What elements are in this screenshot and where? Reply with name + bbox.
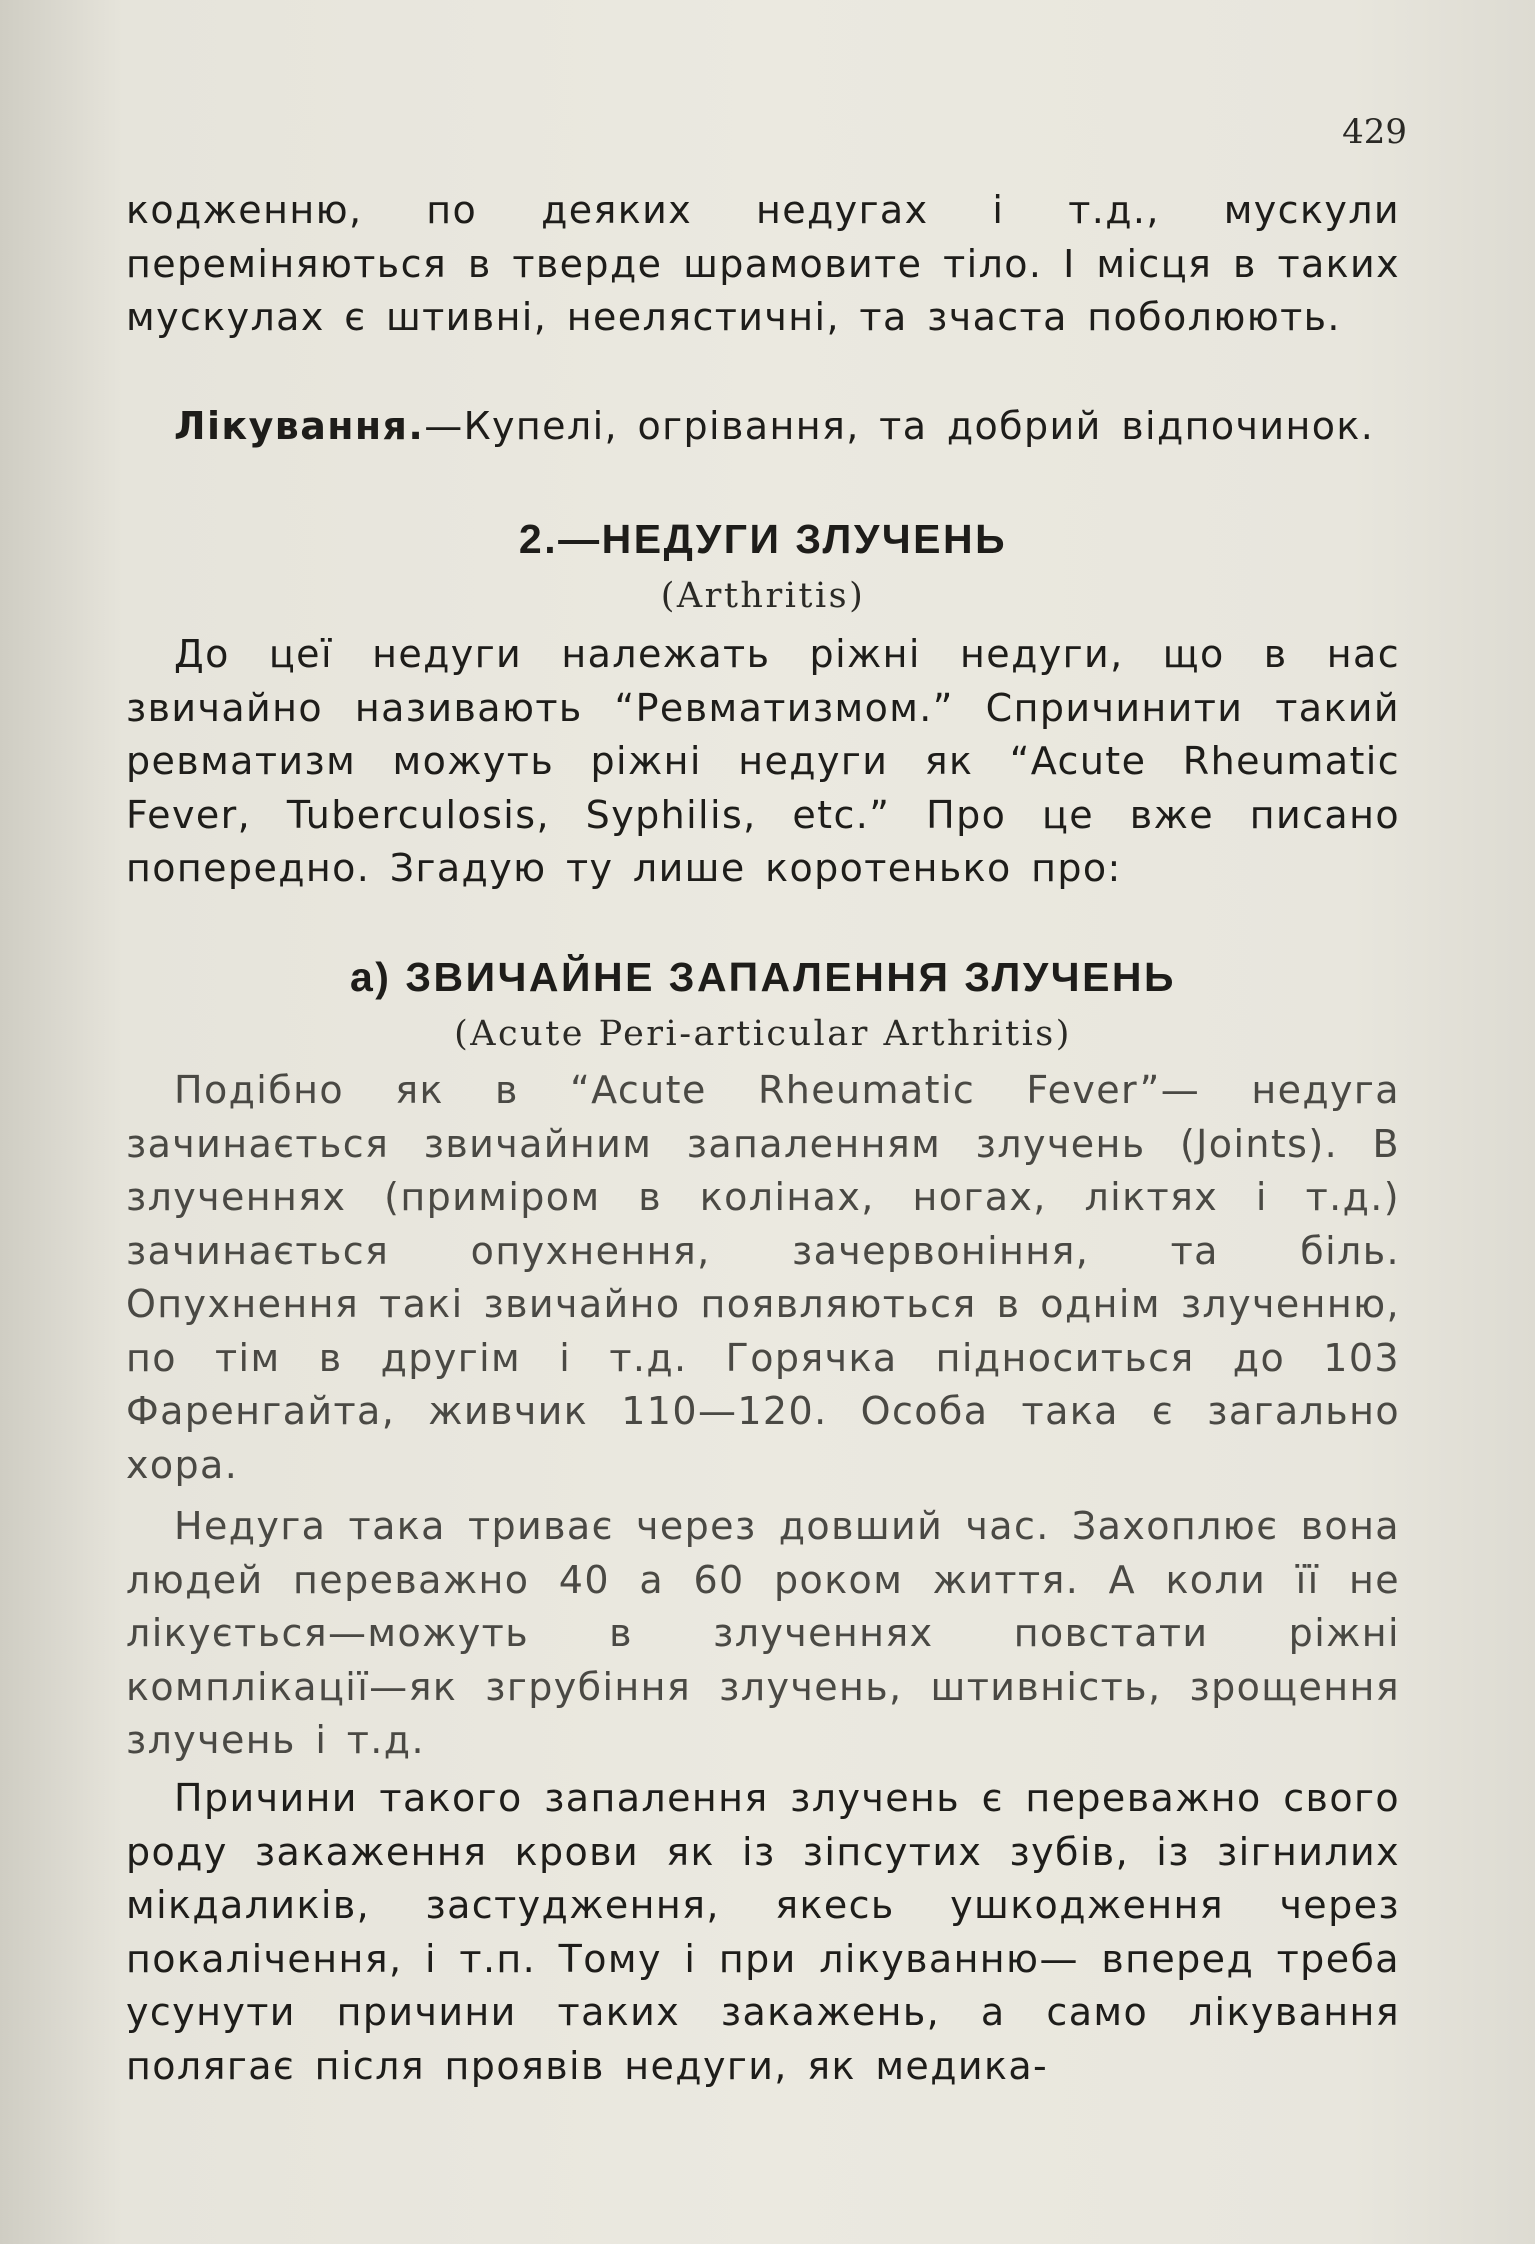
treatment-paragraph (126, 400, 1400, 454)
section-2-heading: 2.—НЕДУГИ ЗЛУЧЕНЬ (518, 516, 1008, 562)
section-2-heading-block (126, 516, 1400, 563)
page-number: 429 (1342, 112, 1407, 152)
section-2-body (126, 628, 1400, 896)
subsection-a-body-3 (126, 1772, 1400, 2093)
subsection-a-paragraph-3: Причини такого запалення злучень є переважно свого роду закаження крови як із зіпсутих зубів, із зігнилих мікдаликів, застудження, якесь ушкодження через покалічення, і т.п. Тому і при лікуванню— вперед треба усунути причини таких закажень, а само лікування полягає після проявів недуги, як медика- (126, 1776, 1400, 2088)
subsection-a-latin-block (126, 1014, 1400, 1054)
treatment-label: Лікування. (174, 404, 425, 448)
subsection-a-heading-block (126, 954, 1400, 1001)
treatment-text: —Купелі, огрівання, та добрий відпочинок. (424, 404, 1375, 448)
subsection-a-paragraph-2: Недуга така триває через довший час. Захоплює вона людей переважно 40 а 60 роком життя. А коли її не лікується—можуть в злученнях повстати ріжні комплікації—як згрубіння злучень, штивність, зрощення злучень і т.д. (126, 1504, 1400, 1762)
subsection-a-body-2 (126, 1500, 1400, 1768)
continuation-text-block (126, 184, 1400, 345)
section-2-latin-title: (Arthritis) (660, 576, 866, 616)
section-2-latin-block (126, 576, 1400, 616)
subsection-a-heading: а) ЗВИЧАЙНЕ ЗАПАЛЕННЯ ЗЛУЧЕНЬ (349, 954, 1177, 1000)
section-2-paragraph: До цеї недуги належать ріжні недуги, що в нас звичайно називають “Ревматизмом.” Спричинити такий ревматизм можуть ріжні недуги як “Acute Rheumatic Fever, Tuberculosis, Syphilis, etc.” Про це вже писано попередно. Згадую ту лише коротенько про: (126, 632, 1400, 890)
treatment-block (126, 400, 1400, 454)
subsection-a-body-1 (126, 1064, 1400, 1492)
subsection-a-latin-title: (Acute Peri-articular Arthritis) (454, 1014, 1072, 1054)
subsection-a-paragraph-1: Подібно як в “Acute Rheumatic Fever”— недуга зачинається звичайним запаленням злучень (Joints). В злученнях (приміром в колінах, ногах, ліктях і т.д.) зачинається опухнення, зачервоніння, та біль. Опухнення такі звичайно появляються в однім злученню, по тім в другім і т.д. Горячка підноситься до 103 Фаренгайта, живчик 110—120. Особа така є загально хора. (126, 1068, 1400, 1487)
continuation-paragraph: коджeнню, по деяких недугах і т.д., мускули переміняються в тверде шрамовите тіло. І місця в таких мускулах є штивні, неелястичні, та зчаста поболюють. (126, 188, 1400, 339)
